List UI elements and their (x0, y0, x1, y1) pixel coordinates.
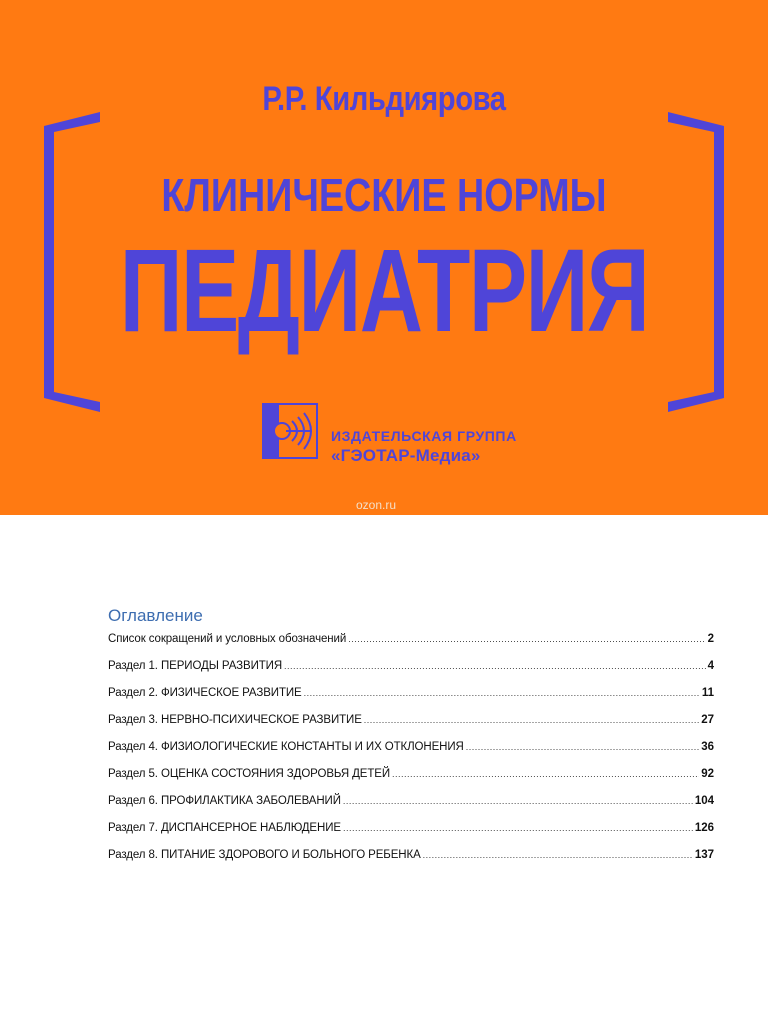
toc-item-page: 92 (701, 768, 714, 780)
toc-item[interactable] (108, 687, 714, 714)
toc-item[interactable] (108, 849, 714, 876)
toc-item-label: Раздел 8. ПИТАНИЕ ЗДОРОВОГО И БОЛЬНОГО РЕБЕНКА (108, 849, 421, 861)
book-title: ПЕДИАТРИЯ (119, 225, 649, 357)
toc-heading: Оглавление (108, 606, 203, 625)
toc-item[interactable] (108, 795, 714, 822)
toc-item-page: 11 (701, 687, 714, 699)
toc-item[interactable] (108, 660, 714, 687)
toc-item-label: Раздел 5. ОЦЕНКА СОСТОЯНИЯ ЗДОРОВЬЯ ДЕТЕЙ (108, 768, 391, 780)
toc-item-label: Раздел 6. ПРОФИЛАКТИКА ЗАБОЛЕВАНИЙ (108, 795, 341, 807)
toc-item[interactable] (108, 822, 714, 849)
toc-item-page: 2 (707, 633, 714, 645)
toc-item-page: 104 (694, 795, 714, 807)
toc-dot-leader (364, 715, 699, 725)
toc-dot-leader (423, 850, 693, 860)
toc-dot-leader (304, 688, 700, 698)
toc-item-label: Раздел 3. НЕРВНО-ПСИХИЧЕСКОЕ РАЗВИТИЕ (108, 714, 362, 726)
toc-item-page: 4 (707, 660, 714, 672)
toc-item-page: 126 (694, 822, 714, 834)
toc-item[interactable] (108, 714, 714, 741)
toc-dot-leader (348, 634, 705, 644)
toc-item-page: 36 (701, 741, 714, 753)
toc-dot-leader (392, 769, 699, 779)
toc-dot-leader (466, 742, 699, 752)
toc-item-label: Раздел 7. ДИСПАНСЕРНОЕ НАБЛЮДЕНИЕ (108, 822, 341, 834)
publisher-name-line1: ИЗДАТЕЛЬСКАЯ ГРУППА (331, 428, 517, 444)
book-subtitle: КЛИНИЧЕСКИЕ НОРМЫ (161, 169, 607, 221)
toc-dot-leader (343, 796, 693, 806)
publisher-name-line2: «ГЭОТАР-Медиа» (331, 446, 481, 465)
toc-item-label: Раздел 2. ФИЗИЧЕСКОЕ РАЗВИТИЕ (108, 687, 302, 699)
toc-item[interactable] (108, 633, 714, 660)
toc-item-label: Раздел 4. ФИЗИОЛОГИЧЕСКИЕ КОНСТАНТЫ И ИХ ОТКЛОНЕНИЯ (108, 741, 464, 753)
toc-dot-leader (343, 823, 693, 833)
toc-item-label: Список сокращений и условных обозначений (108, 633, 347, 645)
toc-item-label: Раздел 1. ПЕРИОДЫ РАЗВИТИЯ (108, 660, 283, 672)
right-bracket-decoration (668, 112, 728, 412)
left-bracket-decoration (40, 112, 100, 412)
toc-item[interactable] (108, 768, 714, 795)
toc-item-page: 137 (694, 849, 714, 861)
author-name: Р.Р. Кильдиярова (262, 80, 506, 118)
table-of-contents (108, 606, 714, 876)
toc-dot-leader (284, 661, 706, 671)
publisher-logo-icon (262, 403, 318, 459)
toc-item-page: 27 (701, 714, 714, 726)
watermark: ozon.ru (356, 498, 397, 512)
toc-item[interactable] (108, 741, 714, 768)
